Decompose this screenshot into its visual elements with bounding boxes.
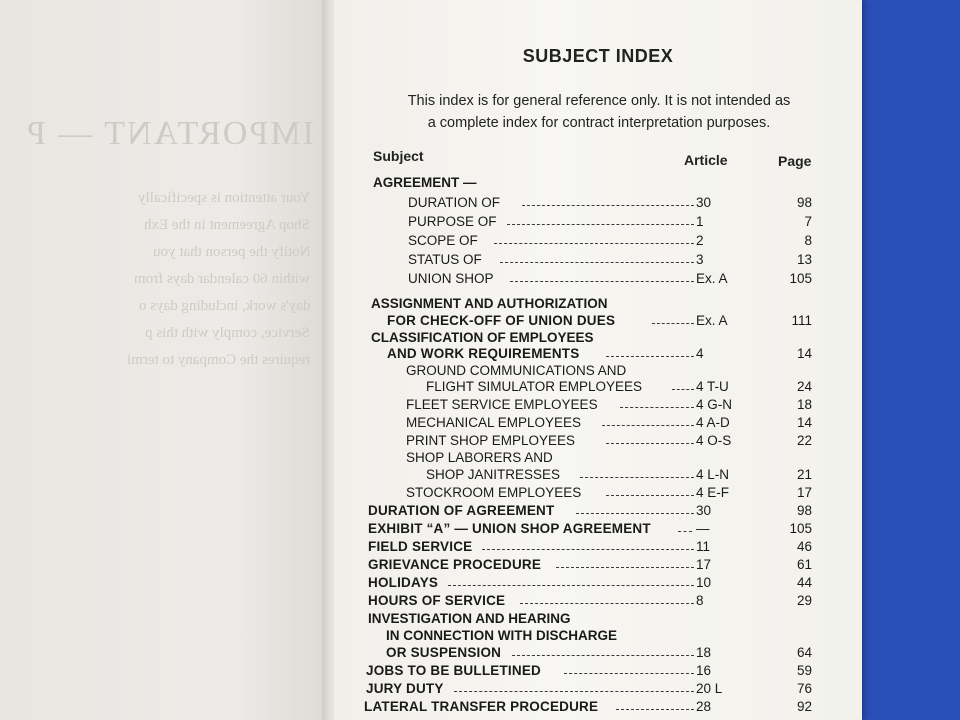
page-title: SUBJECT INDEX [522,46,674,66]
dot-leader [454,691,694,692]
index-heading: CLASSIFICATION OF EMPLOYEES [371,330,594,345]
entry-subject: DURATION OF AGREEMENT [368,503,555,518]
index-page [334,0,862,720]
entry-page: 111 [791,313,812,328]
column-header-page: Page [778,153,812,169]
entry-page: 24 [796,379,812,394]
dot-leader [606,356,694,357]
disclaimer-line: a complete index for contract interpretation purposes. [427,115,771,131]
entry-subject: FLEET SERVICE EMPLOYEES [406,397,598,412]
index-entry [334,251,862,269]
dot-leader [580,477,694,478]
index-entry [334,414,862,432]
entry-article: 17 [696,557,712,572]
show-through-line: within 60 calendar days from [134,271,310,287]
dot-leader [606,495,694,496]
entry-article: — [696,521,710,536]
entry-subject: EXHIBIT “A” — UNION SHOP AGREEMENT [368,521,651,536]
entry-article: 10 [696,575,712,590]
dot-leader [500,262,694,263]
dot-leader [672,389,694,390]
show-through-line: Your attention is specifically [137,190,310,206]
show-through-line: requires the Company to termi [126,352,310,368]
entry-page: 7 [804,214,812,229]
index-entry [334,378,862,396]
entry-subject: JOBS TO BE BULLETINED [366,663,541,678]
entry-article: 4 T-U [696,379,729,394]
entry-subject: SHOP JANITRESSES [426,467,561,482]
entry-page: 59 [796,663,812,678]
index-subheading: GROUND COMMUNICATIONS AND [406,363,627,378]
entry-article: Ex. A [696,271,728,286]
entry-subject: STOCKROOM EMPLOYEES [406,485,582,500]
show-through-line: Service, comply with this p [145,325,310,341]
index-subheading: SHOP LABORERS AND [406,450,553,465]
entry-subject: FOR CHECK-OFF OF UNION DUES [387,313,616,328]
entry-page: 64 [796,645,812,660]
disclaimer-line: This index is for general reference only. It is not intended as [407,93,791,109]
entry-page: 21 [796,467,812,482]
index-entry [334,232,862,250]
show-through-line: Notify the person that you [152,244,310,260]
entry-page: 13 [796,252,812,267]
index-entry [334,345,862,363]
entry-page: 29 [796,593,812,608]
dot-leader [510,281,694,282]
dot-leader [564,673,694,674]
dot-leader [606,443,694,444]
entry-page: 14 [796,346,812,361]
entry-article: 28 [696,699,712,714]
dot-leader [507,224,694,225]
dot-leader [652,323,694,324]
entry-article: 4 [696,346,704,361]
index-entry [334,213,862,231]
entry-page: 105 [789,271,812,286]
entry-page: 22 [796,433,812,448]
entry-article: 4 L-N [696,467,730,482]
index-entry [334,432,862,450]
entry-subject: SCOPE OF [408,233,478,248]
entry-article: 4 O-S [696,433,732,448]
entry-page: 92 [796,699,812,714]
entry-page: 18 [796,397,812,412]
dot-leader [620,407,694,408]
entry-article: 18 [696,645,712,660]
index-entry [334,556,862,574]
index-entry [334,312,862,330]
column-header-article: Article [684,152,728,168]
dot-leader [522,205,694,206]
dot-leader [616,709,694,710]
entry-page: 76 [796,681,812,696]
index-entry [334,698,862,716]
entry-article: 11 [696,539,711,554]
entry-subject: HOLIDAYS [368,575,439,590]
show-through-title: IMPORTANT — P [25,115,314,152]
index-disclaimer [354,90,844,134]
dot-leader [576,513,694,514]
dot-leader [556,567,694,568]
entry-article: 2 [696,233,704,248]
entry-subject: LATERAL TRANSFER PROCEDURE [364,699,599,714]
entry-page: 98 [796,195,812,210]
entry-article: 4 A-D [696,415,730,430]
index-heading: ASSIGNMENT AND AUTHORIZATION [371,296,608,311]
entry-page: 61 [796,557,812,572]
entry-article: 20 L [696,681,723,696]
entry-article: 30 [696,503,712,518]
dot-leader [678,531,692,532]
dot-leader [494,243,694,244]
entry-subject: FLIGHT SIMULATOR EMPLOYEES [426,379,643,394]
index-entry [334,396,862,414]
entry-subject: DURATION OF [408,195,500,210]
index-entry [334,194,862,212]
entry-page: 17 [796,485,812,500]
entry-subject: PRINT SHOP EMPLOYEES [406,433,576,448]
index-heading: IN CONNECTION WITH DISCHARGE [386,628,617,643]
dot-leader [482,549,694,550]
entry-subject: JURY DUTY [366,681,444,696]
facing-page-left [0,0,332,720]
entry-article: 1 [696,214,704,229]
entry-article: 4 G-N [696,397,733,412]
index-entry [334,662,862,680]
entry-subject: FIELD SERVICE [368,539,473,554]
entry-subject: GRIEVANCE PROCEDURE [368,557,542,572]
entry-article: Ex. A [696,313,728,328]
show-through-line: Shop Agreement in the Exh [144,217,310,233]
index-entry [334,592,862,610]
dot-leader [512,655,694,656]
dot-leader [448,585,694,586]
index-entry [334,484,862,502]
entry-page: 46 [796,539,812,554]
show-through-line: day's work, including days o [138,298,310,314]
entry-article: 8 [696,593,704,608]
entry-page: 14 [796,415,812,430]
index-entry [334,520,862,538]
entry-subject: UNION SHOP [408,271,494,286]
entry-subject: PURPOSE OF [408,214,497,229]
index-heading: INVESTIGATION AND HEARING [368,611,571,626]
column-header-subject: Subject [373,148,424,164]
entry-page: 105 [789,521,812,536]
entry-page: 44 [796,575,812,590]
dot-leader [602,425,694,426]
entry-article: 4 E-F [696,485,730,500]
index-entry [334,466,862,484]
entry-page: 98 [796,503,812,518]
entry-article: 16 [696,663,712,678]
index-entry [334,538,862,556]
entry-subject: STATUS OF [408,252,482,267]
entry-article: 30 [696,195,712,210]
dot-leader [520,603,694,604]
index-entry [334,574,862,592]
entry-subject: AND WORK REQUIREMENTS [387,346,580,361]
entry-page: 8 [804,233,812,248]
index-heading: AGREEMENT — [373,175,477,190]
entry-article: 3 [696,252,704,267]
index-entry [334,644,862,662]
entry-subject: MECHANICAL EMPLOYEES [406,415,582,430]
entry-subject: HOURS OF SERVICE [368,593,506,608]
index-entry [334,680,862,698]
entry-subject: OR SUSPENSION [386,645,502,660]
index-entry [334,270,862,288]
index-entry [334,502,862,520]
